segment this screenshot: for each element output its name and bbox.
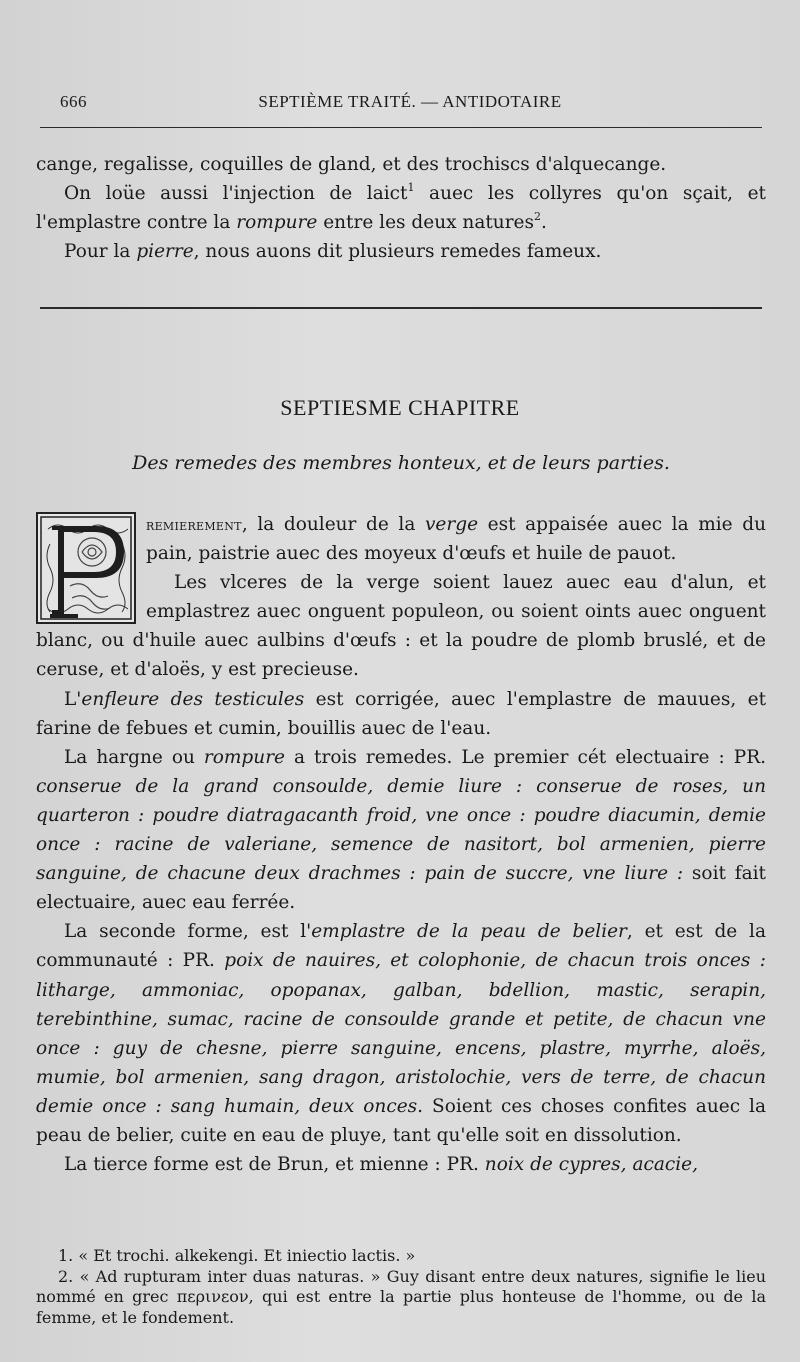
intro-block [36, 150, 766, 266]
paragraph-1: remierement, la douleur de la verge est appaisée auec la mie du pain, paistrie auec des moyeux d'œufs et huile de pauot. [146, 514, 766, 565]
header-rule [40, 127, 762, 128]
chapter-title: SEPTIESME CHAPITRE [280, 395, 520, 420]
running-title: SEPTIÈME TRAITÉ. — ANTIDOTAIRE [258, 92, 562, 111]
page-header [60, 92, 760, 116]
paragraph-5: La seconde forme, est l'emplastre de la peau de belier, et est de la communauté : PR. poix de nauires, et colophonie, de chacun trois onces : litharge, ammoniac, opopanax, galban, bdellion, mastic, serapin, terebinthine, sumac, racine de consoulde grande et petite, de chacun vne once : guy de chesne, pierre sanguine, encens, plastre, myrrhe, aloës, mumie, bol armenien, sang dragon, aristolochie, vers de terre, de chacun demie once : sang humain, deux onces. Soient ces choses confites auec la peau de belier, cuite en eau de pluye, tant qu'elle soit en dissolution. [36, 921, 766, 1146]
footnote-1: 1. « Et trochi. alkekengi. Et iniectio lactis. » [58, 1246, 416, 1265]
paragraph-2: Les vlceres de la verge soient lauez auec eau d'alun, et emplastrez auec onguent populeon, ou soient oints auec onguent blanc, ou d'huile auec aulbins d'œufs : et la poudre de plomb bruslé, et de ceruse, et d'aloës, y est precieuse. [36, 572, 766, 681]
intro-line: cange, regalisse, coquilles de gland, et des trochiscs d'alquecange. [36, 154, 667, 175]
greek-term: περινεον [176, 1287, 249, 1306]
footnotes [36, 1246, 766, 1328]
paragraph-3: L'enfleure des testicules est corrigée, auec l'emplastre de mauues, et farine de febues et cumin, bouillis auec de l'eau. [36, 688, 767, 739]
footnote-ref-1[interactable]: 1 [407, 181, 415, 195]
paragraph-4: La hargne ou rompure a trois remedes. Le premier cét electuaire : PR. conserue de la grand consoulde, demie liure : conserue de roses, un quarteron : poudre diatragacanth froid, vne once : poudre diacumin, demie once : racine de valeriane, semence de nasitort, bol armenien, pierre sanguine, de chacune deux drachmes : pain de succre, vne liure : soit fait electuaire, auec eau ferrée. [36, 746, 766, 914]
intro-paragraph-2: On loüe aussi l'injection de laict$^1$ auec les collyres qu'on sçait, et l'emplastre contre la rompure entre les deux natures$^2$. [36, 181, 766, 234]
page-number: 666 [60, 92, 87, 111]
dropcap-spacer [36, 510, 146, 624]
footnote-ref-2[interactable]: 2 [534, 210, 542, 224]
footnote-2: 2. « Ad rupturam inter duas naturas. » Guy disant entre deux natures, signifie le lieu nommé en grec περινεον, qui est entre la partie plus honteuse de l'homme, ou de la femme, et le fondement. [36, 1266, 766, 1327]
paragraph-6: La tierce forme est de Brun, et mienne : PR. noix de cypres, acacie, [64, 1154, 698, 1176]
intro-paragraph-3: Pour la pierre, nous auons dit plusieurs remedes fameux. [64, 241, 602, 263]
section-rule [40, 307, 762, 309]
chapter-subtitle: Des remedes des membres honteux, et de leurs parties. [132, 452, 670, 474]
chapter-body [36, 510, 766, 1179]
